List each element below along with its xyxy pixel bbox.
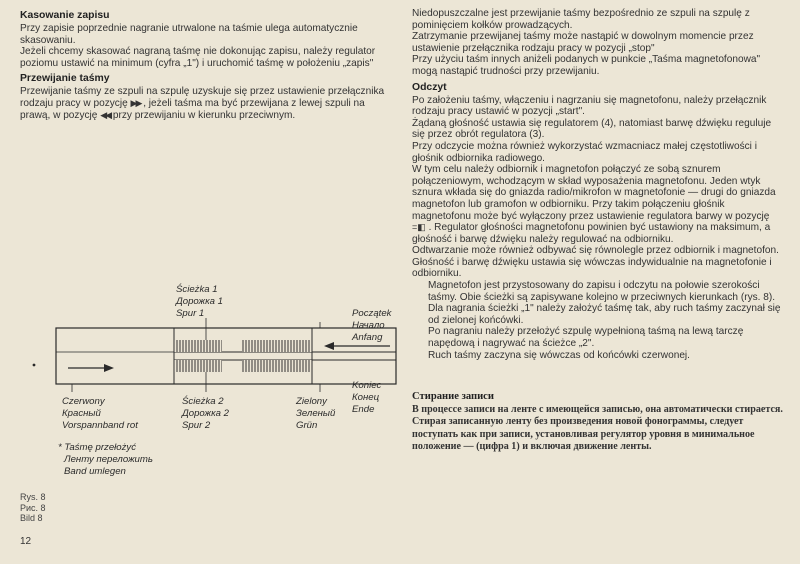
svg-text:Зеленый: Зеленый <box>296 408 336 419</box>
paragraph: Przy zapisie poprzednie nagranie utrwalone na taśmie ulega automatycznie skasowaniu. <box>20 23 358 46</box>
rewind-icon: ◀◀ <box>100 109 111 120</box>
paragraph: Przy odczycie można również wykorzystać wzmacniacz małej częstotliwości i głośnik odbiornika radiowego. <box>412 140 757 164</box>
svg-text:* Taśmę przełożyć: * Taśmę przełożyć <box>58 442 137 453</box>
note-paragraph: Magnetofon jest przystosowany do zapisu i odczytu na połowie szerokości taśmy. Obie ścieżki są zapisywane kolejno w przeciwnych kierunkach (rys. 8). <box>428 280 776 303</box>
paragraph: Po założeniu taśmy, włączeniu i nagrzaniu się magnetofonu, należy przełącznik rodzaju pracy ustawić w pozycji „start". <box>412 94 767 118</box>
note-paragraph: Dla nagrania ścieżki „1" należy założyć taśmę tak, aby ruch taśmy zaczynał się od zielonej końcówki. <box>428 303 781 326</box>
svg-text:Anfang: Anfang <box>352 332 383 343</box>
heading-russian: Стирание записи <box>412 391 494 403</box>
note-paragraph: Po nagraniu należy przełożyć szpulę wypełnioną taśmą na lewą tarczę napędową i nagrywać na ścieżce „2". <box>428 326 744 350</box>
section-kasowanie <box>20 10 392 69</box>
fast-forward-icon: ▶▶ <box>130 97 141 108</box>
text-fragment: przy przewijaniu w kierunku przeciwnym. <box>112 109 296 121</box>
svg-text:Ленту переложить: Ленту переложить <box>64 454 153 465</box>
paragraph <box>20 86 392 121</box>
svg-text:Ścieżka 2: Ścieżka 2 <box>182 396 224 407</box>
label-end <box>352 380 382 415</box>
label-start <box>351 308 393 343</box>
track2-block-right <box>242 360 312 372</box>
svg-text:Красный: Красный <box>62 408 101 419</box>
paragraph: Żądaną głośność ustawia się regulatorem (4), natomiast barwę dźwięku reguluje się przez obrót regulatora (3). <box>412 117 772 141</box>
figure-caption <box>20 492 46 524</box>
heading-odczyt: Odczyt <box>412 81 447 93</box>
svg-text:Конец: Конец <box>352 392 380 403</box>
tape-outline <box>56 328 396 384</box>
tape-track-diagram <box>20 268 400 500</box>
section-russian <box>412 391 784 453</box>
red-leader <box>56 328 174 384</box>
heading-przewijanie: Przewijanie taśmy <box>20 73 110 85</box>
paragraph: Jeżeli chcemy skasować nagraną taśmę nie dokonując zapisu, należy regulator poziomu ustawić na minimum (cyfra „1") i uruchomić taśmę w położeniu „zapis" <box>20 46 376 69</box>
page-number: 12 <box>20 536 32 547</box>
svg-text:Vorspannband rot: Vorspannband rot <box>62 420 138 431</box>
paragraph: Zatrzymanie przewijanej taśmy może nastąpić w dowolnym momencie przez ustawienie przełącznika rodzaju pracy w pozycji „stop" <box>412 31 754 54</box>
label-track1 <box>175 283 223 319</box>
svg-text:Ścieżka 1: Ścieżka 1 <box>176 284 218 295</box>
paragraph: Odtwarzanie może również odbywać się równolegle przez odbiornik i magnetofon. Głośność i barwę dźwięku ustawia się wówczas indywidualnie na magnetofonie i odbiorniku. <box>412 245 779 280</box>
svg-text:Дорожка 2: Дорожка 2 <box>182 408 230 419</box>
text-fragment: , jeżeli taśma ma być przewijana z lewej szpuli na prawą, w pozycję <box>20 97 365 121</box>
right-column <box>412 6 784 453</box>
label-track2 <box>181 395 230 431</box>
svg-text:Zielony: Zielony <box>296 396 327 407</box>
heading-kasowanie: Kasowanie zapisu <box>20 10 110 21</box>
svg-text:Spur 1: Spur 1 <box>176 308 205 319</box>
svg-text:Początek: Początek <box>352 308 392 319</box>
track1-block-right <box>242 340 312 352</box>
paragraph <box>412 164 784 245</box>
text-fragment: W tym celu należy odbiornik i magnetofon połączyć ze sobą sznurem połączeniowym, wchodzącym w skład wyposażenia magnetofonu. Jeden wtyk sznura wkłada się do gniazda radio/mikrofon w magnetofonie — drugi do gniazda magnetofon lub gramofon w odbiorniku. Przy takim połączeniu głośnik magnetofonu może być wyłączony przez ustawienie regulatora barwy w pozycję <box>412 164 776 222</box>
caption-pl: Rys. 8 <box>20 492 46 502</box>
svg-text:Дорожка 1: Дорожка 1 <box>176 296 224 307</box>
text-fragment: Przewijanie taśmy ze szpuli na szpulę uzyskuje się przez ustawienie przełącznika rodzaju pracy w pozycję <box>20 86 385 109</box>
paragraph: Przy użyciu taśm innych aniżeli podanych w punkcie „Taśma magnetofonowa" mogą nastąpić trudności przy przewijaniu. <box>412 54 761 77</box>
svg-text:Band umlegen: Band umlegen <box>64 466 126 477</box>
label-green <box>295 396 336 431</box>
caption-ru: Рис. 8 <box>20 502 46 513</box>
tone-off-icon: =◧ <box>412 222 426 233</box>
left-column <box>20 6 392 121</box>
label-flip-tape <box>58 442 153 477</box>
caption-de: Bild 8 <box>20 513 43 523</box>
track2-block-left <box>174 360 222 372</box>
svg-text:Ende: Ende <box>352 404 375 415</box>
track1-block-left <box>174 340 222 352</box>
svg-text:Czerwony: Czerwony <box>62 396 105 407</box>
text-fragment: . Regulator głośności magnetofonu powinien być ustawiony na maksimum, a głośność i barwę dźwięku należy regulować na odbiorniku. <box>412 222 771 245</box>
note-paragraph: Ruch taśmy zaczyna się wówczas od końcówki czerwonej. <box>428 349 690 361</box>
svg-text:Spur 2: Spur 2 <box>182 420 211 431</box>
svg-text:Grün: Grün <box>296 420 318 431</box>
paragraph: В процессе записи на ленте с имеющейся записью, она автоматически стирается. Стирая записанную ленту без произведения новой фонограммы, следует поступать как при записи, установливая регулятор уровня в минимальное положение — (цифра 1) и включая движение ленты. <box>412 404 783 452</box>
section-odczyt <box>412 82 784 362</box>
section-przewijanie <box>20 73 392 121</box>
svg-text:Koniec: Koniec <box>352 380 382 391</box>
paragraph: Niedopuszczalne jest przewijanie taśmy bezpośrednio ze szpuli na szpulę z pominięciem kołków prowadzących. <box>412 8 750 31</box>
label-red <box>62 396 138 431</box>
track-notes <box>412 280 784 361</box>
svg-text:Начало: Начало <box>352 320 385 331</box>
section-intro <box>412 8 784 78</box>
